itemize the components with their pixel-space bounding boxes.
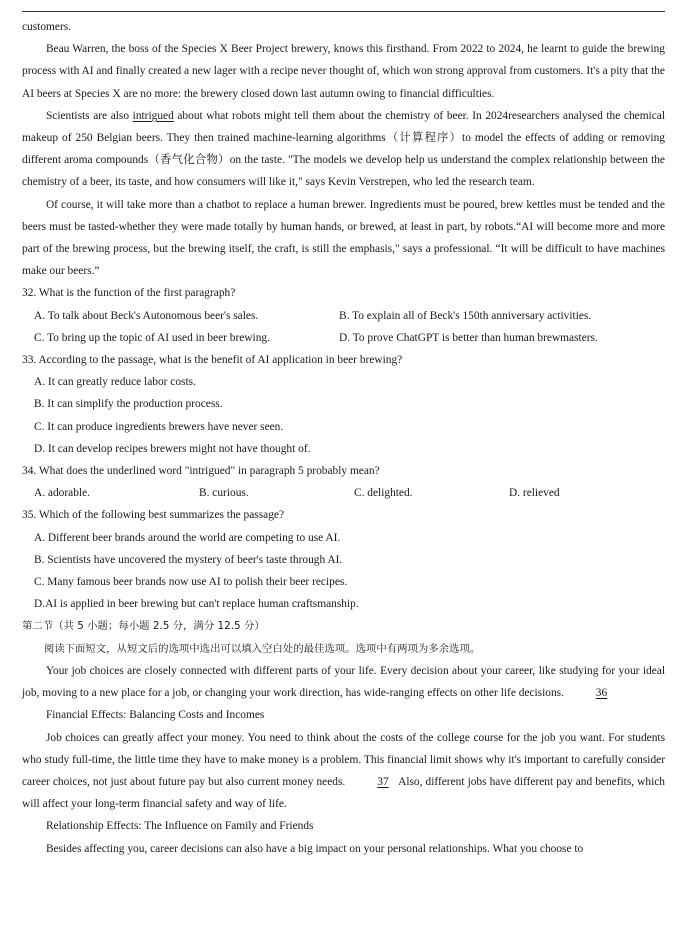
option-row — [22, 305, 665, 327]
option-row — [22, 482, 665, 504]
answer-option[interactable]: C. To bring up the topic of AI used in beer brewing. — [34, 331, 270, 344]
answer-option[interactable]: D. It can develop recipes brewers might not have thought of. — [34, 442, 311, 455]
exam-page — [22, 16, 665, 860]
question-stem: 32. What is the function of the first paragraph? — [22, 287, 236, 300]
answer-option[interactable]: B. It can simplify the production process. — [34, 398, 223, 411]
answer-option[interactable]: B. Scientists have uncovered the mystery of beer's taste through AI. — [34, 553, 343, 566]
answer-option[interactable]: A. Different beer brands around the world are competing to use AI. — [34, 531, 341, 544]
answer-option[interactable]: A. It can greatly reduce labor costs. — [34, 376, 196, 389]
answer-option[interactable]: D. To prove ChatGPT is better than human brewmasters. — [339, 331, 598, 344]
paragraph-money: Job choices can greatly affect your money. You need to think about the costs of the college course for the job you want. For students who study full-time, the little time they have to make money is a problem. This financial limit shows why it's important to carefully consider career choices, not just about future pay but also current money needs. 37 Also, different jobs have different pay and benefits, which will affect your long-term financial safety and way of life. — [22, 731, 665, 811]
answer-option[interactable]: D. relieved — [509, 487, 560, 500]
answer-option[interactable]: B. To explain all of Beck's 150th anniversary activities. — [339, 309, 592, 322]
answer-option[interactable]: C. delighted. — [354, 487, 413, 500]
paragraph-of-course: Of course, it will take more than a chatbot to replace a human brewer. Ingredients must be poured, brew kettles must be tended and the beers must be tasted-whether they were made totally by human hands, or brewed, at least in part, by robots.“AI will become more and more part of the brewing process, but the brewing itself, the craft, is still the emphasis," says a professional. “It will be difficult to have machines make our beers.” — [22, 198, 665, 278]
answer-option[interactable]: A. adorable. — [34, 487, 90, 500]
question-stem: 35. Which of the following best summarizes the passage? — [22, 509, 285, 522]
answer-option[interactable]: C. Many famous beer brands now use AI to polish their beer recipes. — [34, 576, 348, 589]
header-rule — [22, 11, 665, 12]
answer-option[interactable]: D.AI is applied in beer brewing but can't replace human craftsmanship. — [34, 598, 359, 611]
questions-block — [22, 282, 665, 615]
answer-option[interactable]: A. To talk about Beck's Autonomous beer's sales. — [34, 309, 259, 322]
answer-option[interactable]: B. curious. — [199, 487, 249, 500]
paragraph-warren: Beau Warren, the boss of the Species X Beer Project brewery, knows this firsthand. From 2022 to 2024, he learnt to guide the brewing process with AI and finally created a new lager with a recipe never thought of, which won strong approval from customers. It's a pity that the AI beers at Species X are no more: the brewery closed down last autumn owing to financial difficulties. — [22, 43, 665, 100]
option-row — [22, 327, 665, 349]
answer-option[interactable]: C. It can produce ingredients brewers have never seen. — [34, 420, 284, 433]
blank-36[interactable]: 36 — [595, 687, 608, 700]
paragraph-relations: Besides affecting you, career decisions can also have a big impact on your personal relationships. What you choose to — [45, 842, 584, 855]
section-instruction: 阅读下面短文，从短文后的选项中选出可以填入空白处的最佳选项。选项中有两项为多余选项。 — [43, 642, 481, 655]
question-stem: 33. According to the passage, what is the benefit of AI application in beer brewing? — [22, 354, 403, 367]
paragraph-jobs: Your job choices are closely connected with different parts of your life. Every decision about your career, like studying for your ideal job, moving to a new place for a job, or changing your work direction, has wide-ranging effects on other life decisions. 36 — [22, 660, 665, 704]
blank-37[interactable]: 37 — [377, 775, 389, 788]
subheading-relationship: Relationship Effects: The Influence on Family and Friends — [45, 820, 314, 833]
fragment-line: customers. — [22, 21, 72, 33]
subheading-financial: Financial Effects: Balancing Costs and Incomes — [45, 709, 265, 722]
question-stem: 34. What does the underlined word "intrigued" in paragraph 5 probably mean? — [22, 465, 380, 478]
paragraph-scientists: Scientists are also intrigued about what robots might tell them about the chemistry of beer. In 2024researchers analysed the chemical makeup of 250 Belgian beers. They then trained machine-learning algorithms（计算程序）to model the effects of adding or removing different aroma compounds（香气化合物）on the taste. "The models we develop help us understand the complex relationship between the chemistry of a beer, its taste, and how consumers will like it," says Kevin Verstrepen, who led the research team. — [22, 109, 665, 189]
section-heading: 第二节（共 5 小题；每小题 2.5 分，满分 12.5 分） — [22, 620, 265, 633]
underlined-word: intrigued — [132, 109, 174, 122]
